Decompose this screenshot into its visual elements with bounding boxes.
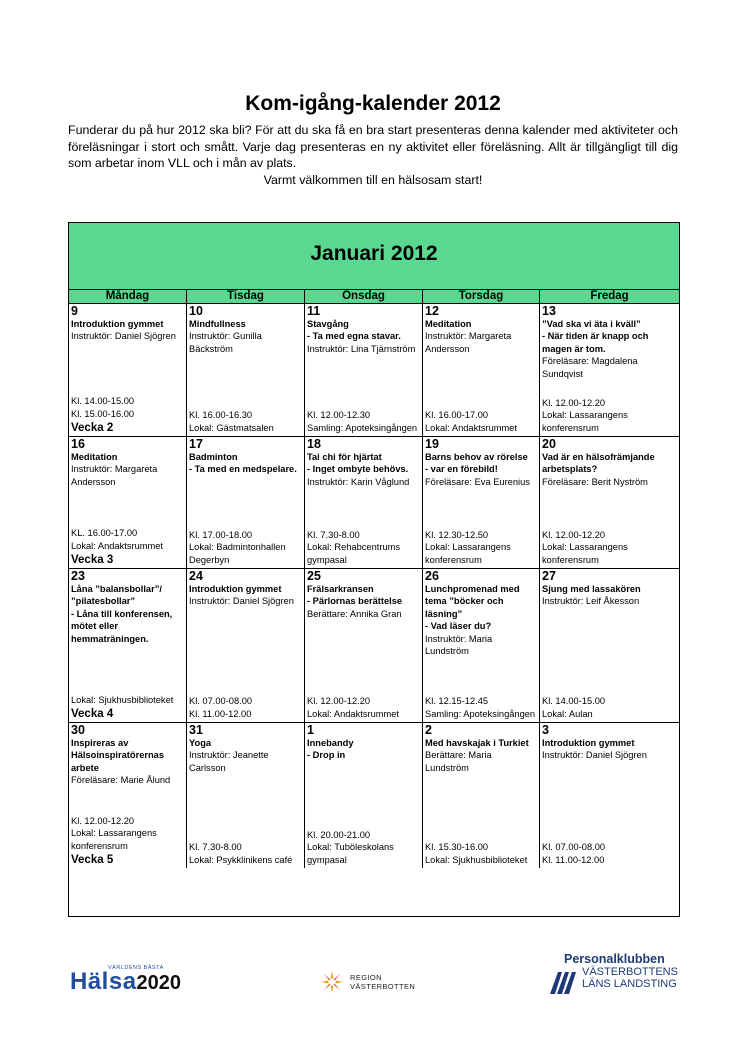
day-cell	[423, 569, 540, 722]
day-cell	[540, 723, 679, 868]
event-title: Med havskajak i Turkiet	[425, 738, 529, 748]
event-details	[307, 829, 420, 866]
weekday-1: Tisdag	[187, 290, 305, 303]
event-details	[189, 841, 302, 866]
day-cell	[305, 304, 423, 436]
event-title: Lunchpromenad med tema ”böcker och läsning” - Vad läser du?	[425, 584, 520, 632]
event-person: Föreläsare: Eva Eurenius	[425, 476, 530, 487]
event-place: Lokal: Badmintonhallen Degerbyn	[189, 542, 286, 565]
event-person: Instruktör: Jeanette Carlsson	[189, 750, 269, 773]
day-cell	[540, 569, 679, 722]
event-title: ”Vad ska vi äta i kväll” - När tiden är knapp och magen är tom.	[542, 319, 649, 354]
day-date: 30	[71, 723, 85, 737]
event-details	[71, 815, 184, 852]
event-title: Frälsarkransen - Pärlornas berättelse	[307, 584, 403, 607]
event-person: Instruktör: Daniel Sjögren	[542, 750, 647, 761]
day-cell	[69, 304, 187, 436]
week-number: Vecka 3	[71, 554, 114, 566]
event-details	[425, 841, 537, 866]
page-title: Kom-igång-kalender 2012	[245, 92, 501, 115]
day-date: 31	[189, 723, 203, 737]
event-title: Mindfullness	[189, 319, 246, 329]
event-place: Lokal: Andaktsrummet	[425, 422, 517, 433]
day-date: 18	[307, 437, 321, 451]
event-details	[425, 695, 537, 720]
event-title: Introduktion gymmet	[542, 738, 635, 748]
event-details	[189, 529, 302, 566]
day-cell	[69, 723, 187, 868]
event-time: Kl. 17.00-18.00	[189, 529, 253, 540]
event-title: Vad är en hälsofrämjande arbetsplats?	[542, 452, 655, 475]
day-date: 9	[71, 304, 78, 318]
day-date: 24	[189, 569, 203, 583]
event-time: Kl. 12.30-12.50	[425, 529, 489, 540]
event-title: Barns behov av rörelse - var en förebild!	[425, 452, 528, 475]
day-cell	[540, 304, 679, 436]
event-details	[542, 529, 677, 566]
event-details	[542, 841, 677, 866]
intro	[68, 122, 678, 188]
event-time: Kl. 07.00-08.00 Kl. 11.00-12.00	[189, 696, 253, 719]
week-row	[69, 437, 679, 569]
event-title: Introduktion gymmet	[71, 319, 164, 329]
day-cell	[187, 723, 305, 868]
day-date: 23	[71, 569, 85, 583]
day-cell	[187, 304, 305, 436]
event-title: Inspireras av Hälsoinspiratörernas arbete	[71, 738, 165, 773]
event-title: Meditation	[425, 319, 472, 329]
event-place: Lokal: Rehabcentrums gympasal	[307, 542, 401, 565]
event-time: Kl. 16.00-16.30	[189, 410, 253, 421]
event-person: Föreläsare: Marie Ålund	[71, 775, 171, 786]
event-title: Tai chi för hjärtat - Inget ombyte behövs.	[307, 452, 409, 475]
week-row	[69, 304, 679, 437]
day-date: 27	[542, 569, 556, 583]
event-title: Sjung med lassakören	[542, 584, 641, 594]
day-cell	[423, 437, 540, 568]
month-header	[69, 223, 679, 290]
event-place: Lokal: Psykklinikens café	[189, 854, 293, 865]
day-cell	[540, 437, 679, 568]
event-place: Lokal: Andaktsrummet	[71, 540, 163, 551]
calendar	[68, 222, 680, 917]
landsting-wave-icon	[548, 968, 578, 996]
event-place: Lokal: Andaktsrummet	[307, 708, 399, 719]
week-number: Vecka 5	[71, 854, 114, 866]
event-details	[71, 527, 184, 552]
event-time: Kl. 16.00-17.00	[425, 410, 489, 421]
day-cell	[69, 569, 187, 722]
event-details	[307, 529, 420, 566]
day-date: 20	[542, 437, 556, 451]
event-time: Kl. 7.30-8.00	[189, 842, 242, 853]
event-time: Kl. 12.00-12.20	[542, 529, 606, 540]
event-title: Badminton - Ta med en medspelare.	[189, 452, 297, 475]
event-place: Lokal: Lassarangens konferensrum	[71, 828, 157, 851]
day-date: 19	[425, 437, 439, 451]
event-title: Meditation	[71, 452, 118, 462]
event-place: Lokal: Aulan	[542, 708, 593, 719]
day-date: 12	[425, 304, 439, 318]
footer-logos	[0, 950, 746, 1000]
event-time: Kl. 12.15-12.45	[425, 696, 489, 707]
event-place: Samling: Apoteksingången	[307, 422, 418, 433]
week-number: Vecka 4	[71, 708, 114, 720]
event-place: Lokal: Gästmatsalen	[189, 422, 274, 433]
event-person: Instruktör: Maria Lundström	[425, 633, 493, 657]
event-person: Instruktör: Gunilla Bäckström	[189, 331, 262, 354]
day-date: 26	[425, 569, 439, 583]
day-date: 10	[189, 304, 203, 318]
region-star-icon	[320, 970, 344, 994]
event-person: Berättare: Annika Gran	[307, 608, 402, 619]
event-time: KL. 16.00-17.00	[71, 528, 138, 539]
day-cell	[305, 437, 423, 568]
week-number: Vecka 2	[71, 422, 114, 434]
day-cell	[305, 723, 423, 868]
day-date: 2	[425, 723, 432, 737]
calendar-grid	[69, 304, 679, 868]
event-person: Föreläsare: Magdalena Sundqvist	[542, 356, 638, 379]
region-vasterbotten-logo: REGION VÄSTERBOTTEN	[320, 970, 415, 994]
event-person: Instruktör: Margareta Andersson	[425, 331, 512, 354]
event-person: Instruktör: Lina Tjärnström	[307, 343, 416, 354]
event-time: Kl. 15.30-16.00	[425, 842, 489, 853]
event-details	[542, 695, 677, 720]
event-person: Föreläsare: Berit Nyström	[542, 476, 648, 487]
event-details	[425, 409, 537, 434]
event-time: Kl. 12.00-12.20	[71, 815, 135, 826]
event-place: Lokal: Lassarangens konferensrum	[425, 542, 511, 565]
event-details	[542, 397, 677, 434]
event-time: Kl. 07.00-08.00 Kl. 11.00-12.00	[542, 842, 606, 865]
event-title: Stavgång - Ta med egna stavar.	[307, 319, 401, 342]
week-row	[69, 723, 679, 868]
event-time: Kl. 14.00-15.00	[542, 696, 606, 707]
intro-text: Funderar du på hur 2012 ska bli? För att du ska få en bra start presenteras denna kalender med aktiviteter och föreläsningar i stort och smått. Varje dag presenteras en ny aktivitet eller föreläsning. Allt är tillgängligt till dig som arbetar inom VLL och i mån av plats.	[68, 123, 678, 171]
event-person: Instruktör: Margareta Andersson	[71, 464, 158, 487]
event-time: Kl. 14.00-15.00 Kl. 15.00-16.00	[71, 396, 135, 419]
event-details	[71, 694, 184, 706]
event-time: Kl. 12.00-12.20	[542, 397, 606, 408]
event-title: Introduktion gymmet	[189, 584, 282, 594]
event-place: Lokal: Sjukhusbiblioteket	[71, 694, 174, 705]
day-cell	[423, 304, 540, 436]
event-title: Låna ”balansbollar”/ ”pilatesbollar” - Låna till konferensen, mötet eller hemmaträningen.	[71, 584, 173, 644]
event-place: Lokal: Lassarangens konferensrum	[542, 542, 628, 565]
event-title: Yoga	[189, 738, 212, 748]
day-cell	[305, 569, 423, 722]
day-date: 1	[307, 723, 314, 737]
weekday-4: Fredag	[590, 290, 629, 302]
event-details	[425, 529, 537, 566]
event-person: Instruktör: Leif Åkesson	[542, 596, 640, 607]
halsa-2020-logo: VÄRLDENS BÄSTA Hälsa2020	[70, 965, 182, 995]
event-time: Kl. 20.00-21.00	[307, 829, 371, 840]
weekday-3: Torsdag	[423, 290, 540, 303]
event-details	[189, 695, 302, 720]
event-person: Instruktör: Daniel Sjögren	[71, 331, 176, 342]
event-details	[189, 409, 302, 434]
day-date: 16	[71, 437, 85, 451]
event-person: Berättare: Maria Lundström	[425, 750, 492, 773]
day-cell	[187, 569, 305, 722]
event-place: Samling: Apoteksingången	[425, 708, 536, 719]
day-date: 17	[189, 437, 203, 451]
day-cell	[187, 437, 305, 568]
event-details	[71, 395, 184, 420]
day-date: 11	[307, 304, 321, 318]
event-time: Kl. 12.00-12.30	[307, 410, 371, 421]
day-date: 13	[542, 304, 556, 318]
month-title: Januari 2012	[310, 242, 438, 265]
event-place: Lokal: Tuböleskolans gympasal	[307, 842, 394, 865]
weekday-0: Måndag	[69, 290, 187, 303]
event-place: Lokal: Sjukhusbiblioteket	[425, 854, 528, 865]
weekday-header	[69, 290, 679, 304]
event-person: Instruktör: Karin Våglund	[307, 476, 410, 487]
day-date: 25	[307, 569, 321, 583]
event-time: Kl. 7.30-8.00	[307, 529, 360, 540]
week-row	[69, 569, 679, 723]
event-details	[307, 695, 420, 720]
welcome-text: Varmt välkommen till en hälsosam start!	[263, 172, 483, 187]
weekday-2: Onsdag	[305, 290, 423, 303]
day-cell	[423, 723, 540, 868]
event-place: Lokal: Lassarangens konferensrum	[542, 410, 628, 433]
day-cell	[69, 437, 187, 568]
event-title: Innebandy - Drop in	[307, 738, 354, 761]
event-details	[307, 409, 420, 434]
event-person: Instruktör: Daniel Sjögren	[189, 596, 294, 607]
event-time: Kl. 12.00-12.20	[307, 696, 371, 707]
personalklubben-logo: Personalklubben VÄSTERBOTTENS LÄNS LANDSTING	[548, 952, 683, 1000]
day-date: 3	[542, 723, 549, 737]
